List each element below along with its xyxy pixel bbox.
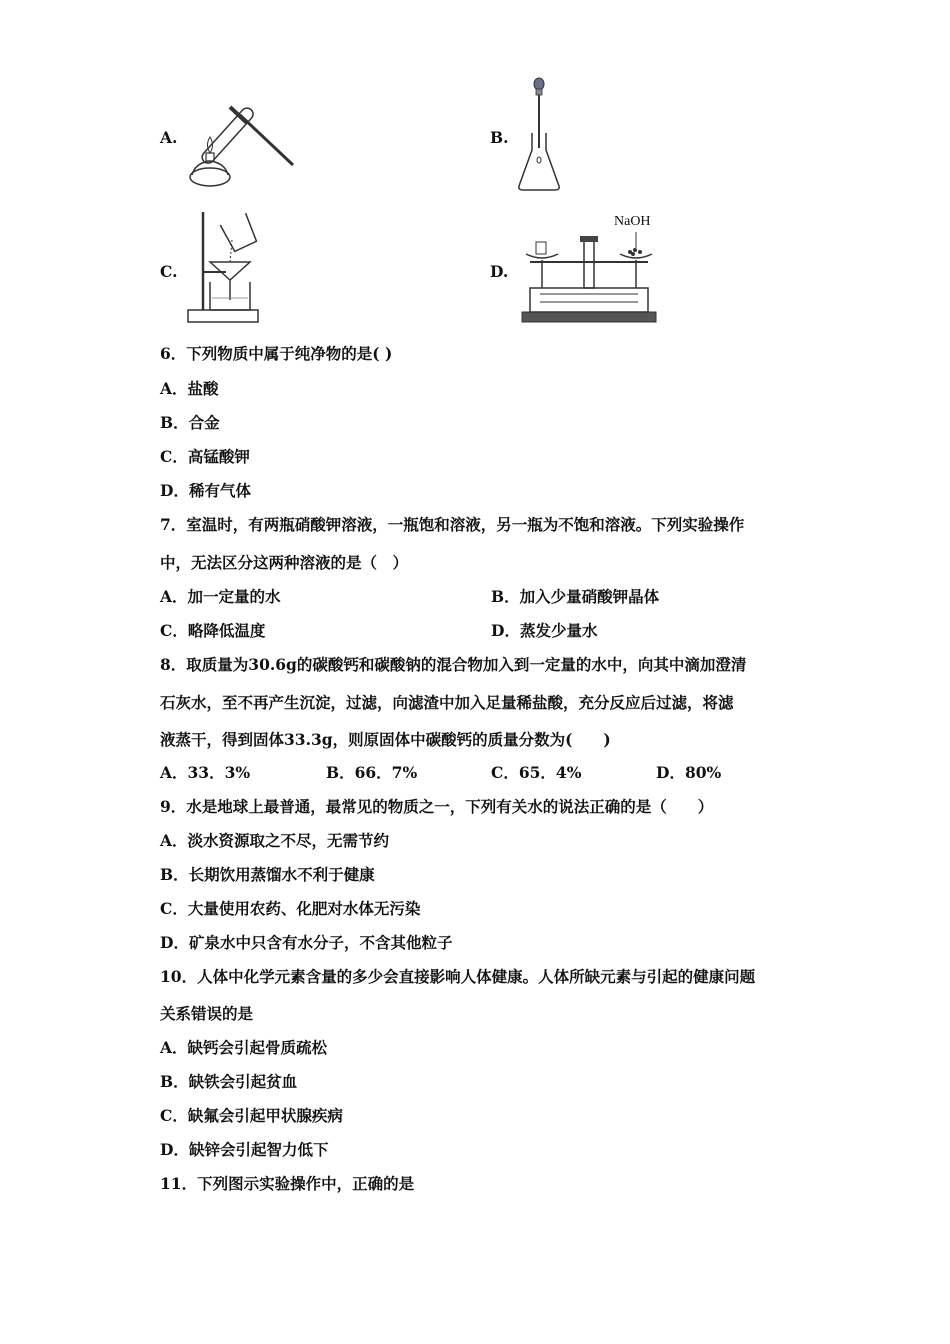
q10-option-a: A．缺钙会引起骨质疏松 — [160, 1038, 328, 1057]
q9-option-b: B．长期饮用蒸馏水不利于健康 — [160, 865, 375, 884]
q10-stem-line-1: 10．人体中化学元素含量的多少会直接影响人体健康。人体所缺元素与引起的健康问题 — [160, 967, 756, 986]
option-a-label: A. — [160, 128, 178, 147]
option-c-label: C. — [160, 262, 178, 281]
option-b-label: B. — [490, 128, 509, 147]
q8-stem-line-1: 8．取质量为30.6g的碳酸钙和碳酸钠的混合物加入到一定量的水中，向其中滴加澄清 — [160, 655, 747, 674]
q6-option-b: B．合金 — [160, 413, 220, 432]
balance-weighing-figure — [520, 232, 660, 324]
filtration-figure — [188, 210, 268, 325]
q9-option-a: A．淡水资源取之不尽，无需节约 — [160, 831, 390, 850]
q6-stem: 6．下列物质中属于纯净物的是( ) — [160, 344, 393, 363]
q7-option-c: C．略降低温度 — [160, 621, 266, 640]
q9-option-d: D．矿泉水中只含有水分子，不含其他粒子 — [160, 933, 453, 952]
q8-option-d: D．80% — [656, 763, 722, 782]
q7-option-d: D．蒸发少量水 — [491, 621, 598, 640]
option-d-label: D. — [490, 262, 509, 281]
q6-option-c: C．高锰酸钾 — [160, 447, 250, 466]
q6-option-a: A．盐酸 — [160, 379, 219, 398]
q6-option-d: D．稀有气体 — [160, 481, 251, 500]
q10-option-d: D．缺锌会引起智力低下 — [160, 1140, 329, 1159]
naoh-label: NaOH — [614, 214, 651, 229]
q8-option-a: A．33．3% — [160, 763, 251, 782]
q10-stem-line-2: 关系错误的是 — [160, 1004, 254, 1023]
q8-option-c: C．65．4% — [491, 763, 582, 782]
q11-stem: 11．下列图示实验操作中，正确的是 — [160, 1174, 415, 1193]
q8-stem-line-3: 液蒸干，得到固体33.3g，则原固体中碳酸钙的质量分数为( ) — [160, 730, 611, 749]
q7-option-b: B．加入少量硝酸钾晶体 — [491, 587, 660, 606]
q7-stem-line-1: 7．室温时，有两瓶硝酸钾溶液，一瓶饱和溶液，另一瓶为不饱和溶液。下列实验操作 — [160, 515, 745, 534]
q10-option-c: C．缺氟会引起甲状腺疾病 — [160, 1106, 343, 1125]
dropper-flask-figure — [515, 78, 560, 193]
q9-option-c: C．大量使用农药、化肥对水体无污染 — [160, 899, 421, 918]
test-tube-heating-figure — [185, 95, 300, 195]
q7-stem-line-2: 中，无法区分这两种溶液的是（ ） — [160, 553, 409, 572]
q9-stem: 9．水是地球上最普通，最常见的物质之一，下列有关水的说法正确的是（ ） — [160, 797, 714, 816]
q10-option-b: B．缺铁会引起贫血 — [160, 1072, 298, 1091]
q8-stem-line-2: 石灰水，至不再产生沉淀，过滤，向滤渣中加入足量稀盐酸，充分反应后过滤，将滤 — [160, 693, 734, 712]
q8-option-b: B．66．7% — [326, 763, 418, 782]
q7-option-a: A．加一定量的水 — [160, 587, 281, 606]
